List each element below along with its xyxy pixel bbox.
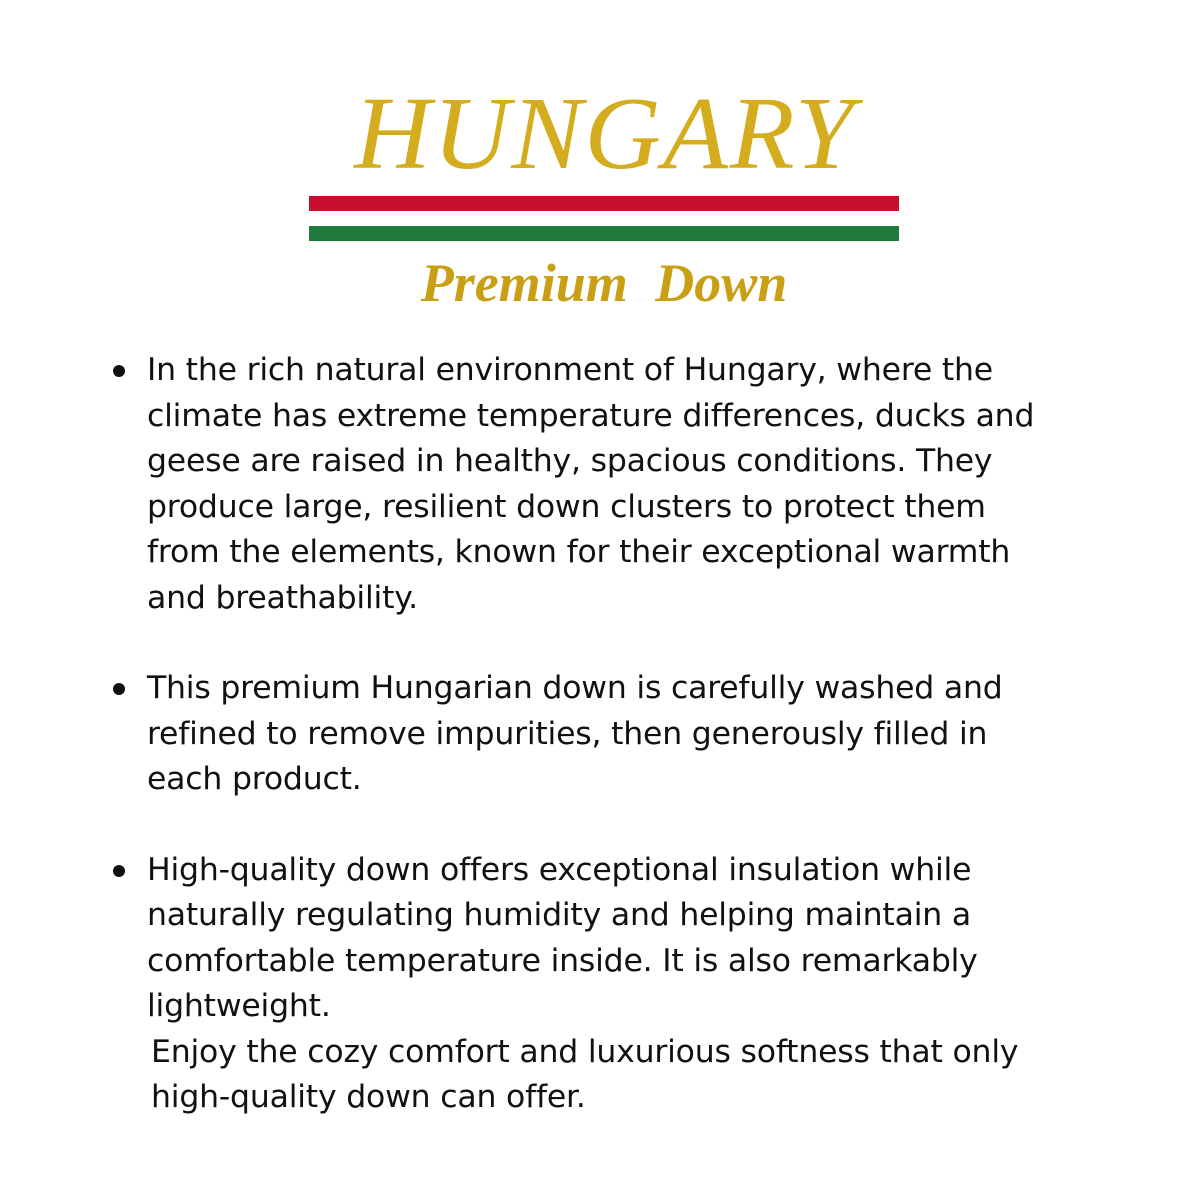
bullet-item-processing — [110, 666, 1100, 803]
bullet-dot-icon — [113, 865, 125, 877]
red-stripe — [309, 196, 899, 211]
bullet-item-insulation — [110, 848, 1100, 1121]
bullet-text: In the rich natural environment of Hungary, where the climate has extreme temperature differences, ducks and geese are raised in healthy, spacious conditions. They produce large, resilient down clusters to protect them from the elements, known for their exceptional warmth and breathability. — [147, 352, 1035, 616]
bullet-item-environment — [110, 348, 1100, 621]
green-stripe — [309, 226, 899, 241]
bullet-dot-icon — [113, 683, 125, 695]
bullet-text: High-quality down offers exceptional insulation while naturally regulating humidity and helping maintain a comfortable temperature inside. It is also remarkably lightweight. — [147, 851, 978, 1024]
bullet-list — [110, 348, 1100, 1121]
bullet-text: This premium Hungarian down is carefully washed and refined to remove impurities, then generously filled in each product. — [147, 670, 1003, 797]
closing-text: Enjoy the cozy comfort and luxurious softness that only high-quality down can offer. — [151, 1033, 1019, 1115]
bullet-dot-icon — [113, 365, 125, 377]
logo-subtitle: Premium Down — [420, 253, 788, 313]
logo-title: HUNGARY — [354, 76, 856, 191]
